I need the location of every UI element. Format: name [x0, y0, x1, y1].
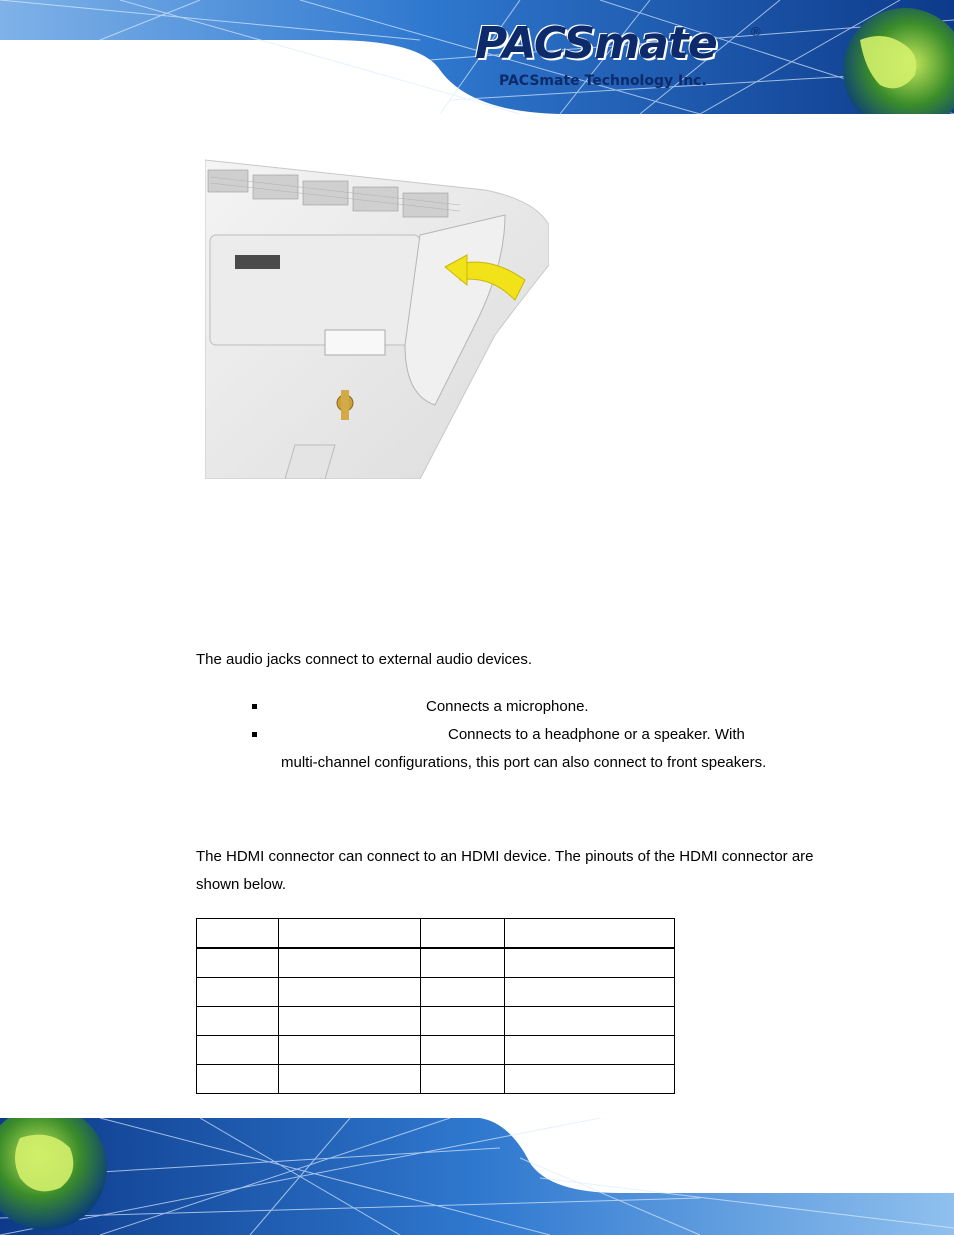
- footer-banner: [0, 1118, 954, 1235]
- table-row: [197, 978, 675, 1007]
- header-banner: [0, 0, 954, 114]
- company-name: PACSmate Technology Inc.: [499, 73, 707, 89]
- table-cell: [197, 919, 279, 949]
- table-cell: [279, 978, 421, 1007]
- mic-description: Connects a microphone.: [426, 698, 589, 715]
- table-cell: [421, 1036, 505, 1065]
- table-cell: [197, 1036, 279, 1065]
- table-row: [197, 1036, 675, 1065]
- table-row: [197, 919, 675, 949]
- table-cell: [197, 1007, 279, 1036]
- brand-logo: PACSmate: [475, 18, 717, 69]
- table-cell: [505, 1007, 675, 1036]
- table-cell: [421, 948, 505, 978]
- table-cell: [421, 919, 505, 949]
- table-cell: [505, 978, 675, 1007]
- bullet-icon: [252, 732, 257, 737]
- table-cell: [279, 1036, 421, 1065]
- table-cell: [421, 978, 505, 1007]
- registered-mark: ®: [751, 24, 761, 39]
- table-cell: [279, 919, 421, 949]
- table-cell: [421, 1065, 505, 1094]
- line-out-description-continued: multi-channel configurations, this port can also connect to front speakers.: [281, 754, 767, 771]
- table-cell: [505, 919, 675, 949]
- table-cell: [505, 1065, 675, 1094]
- table-row: [197, 1065, 675, 1094]
- table-cell: [421, 1007, 505, 1036]
- table-cell: [279, 1007, 421, 1036]
- bullet-icon: [252, 704, 257, 709]
- table-cell: [197, 948, 279, 978]
- footer-graphic: [0, 1118, 954, 1235]
- device-rear-panel-photo: [205, 155, 549, 479]
- audio-intro-text: The audio jacks connect to external audio devices.: [196, 651, 533, 668]
- table-cell: [505, 948, 675, 978]
- table-cell: [197, 978, 279, 1007]
- table-cell: [197, 1065, 279, 1094]
- line-out-description: Connects to a headphone or a speaker. With: [448, 726, 745, 743]
- hdmi-pinout-table: [196, 918, 675, 1094]
- table-row: [197, 948, 675, 978]
- table-cell: [279, 1065, 421, 1094]
- table-row: [197, 1007, 675, 1036]
- table-cell: [279, 948, 421, 978]
- hdmi-intro-text: The HDMI connector can connect to an HDMI device. The pinouts of the HDMI connector are shown below.: [196, 848, 814, 893]
- table-cell: [505, 1036, 675, 1065]
